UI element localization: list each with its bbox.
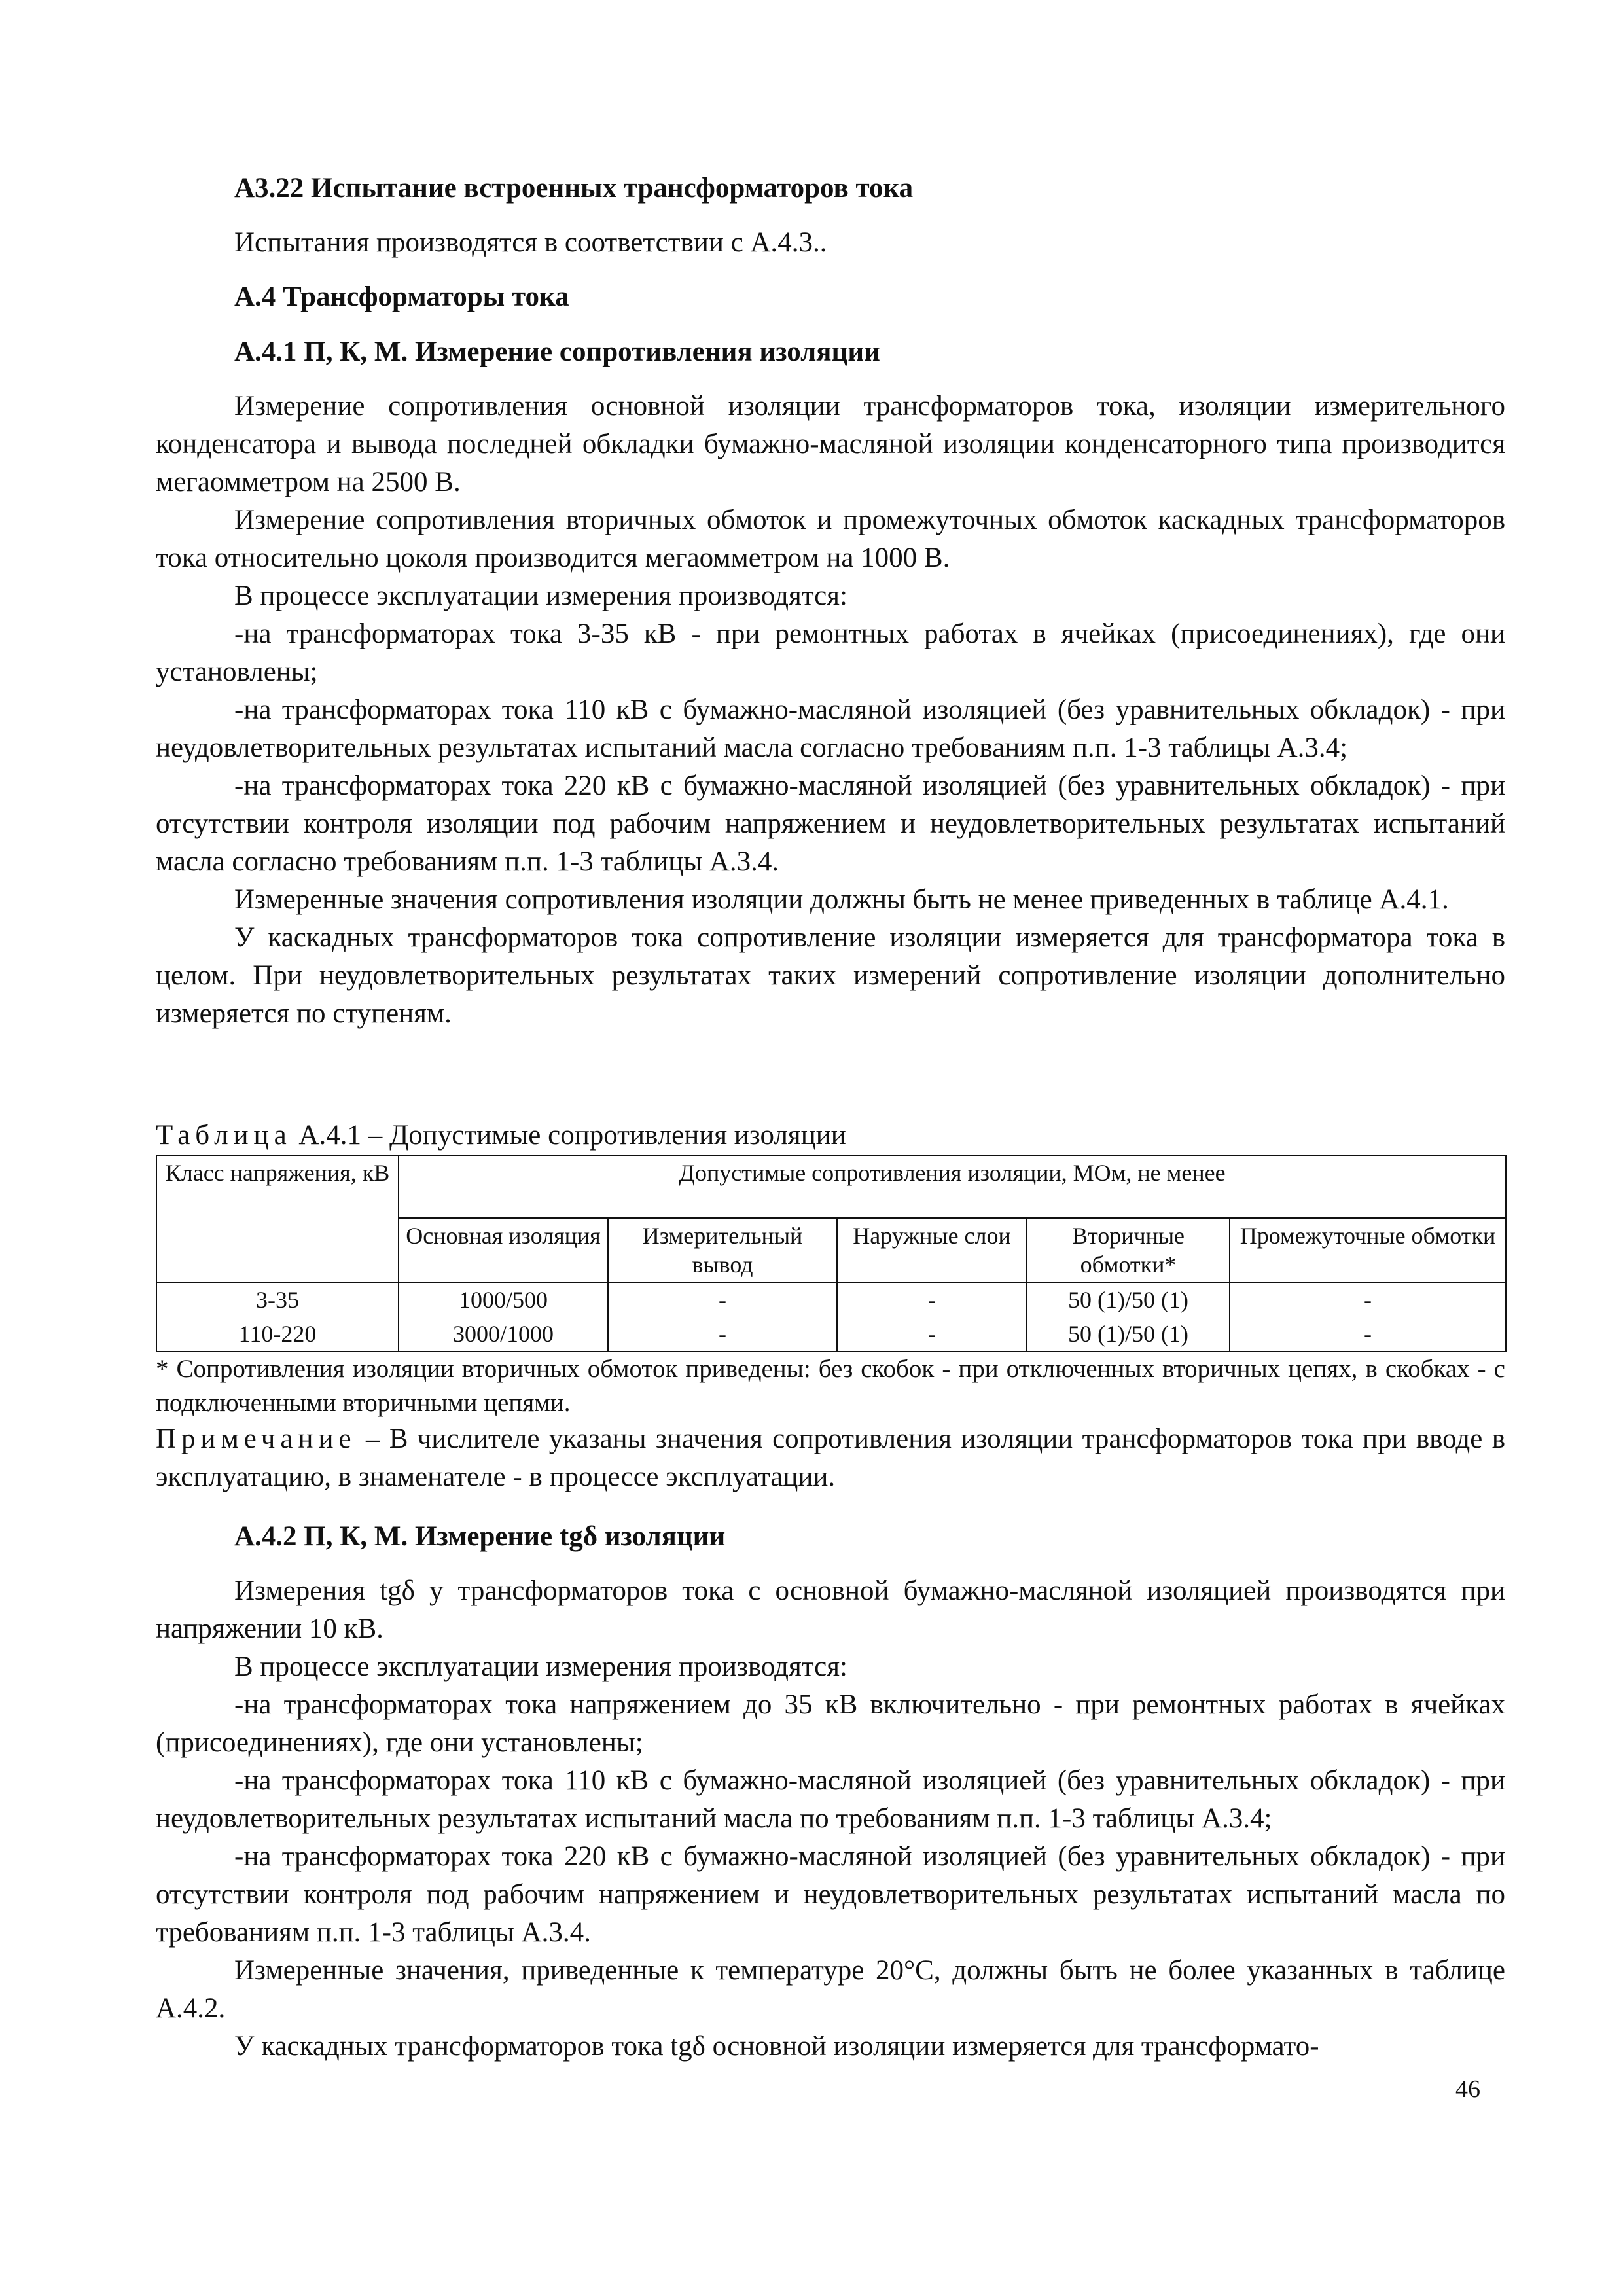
table-row (156, 1282, 1506, 1317)
heading-a41: А.4.1 П, К, М. Измерение сопротивления изоляции (234, 336, 880, 367)
page-number: 46 (1455, 2075, 1480, 2103)
table-note (156, 1420, 1505, 1496)
table-caption-text: А.4.1 – Допустимые сопротивления изоляции (298, 1120, 846, 1151)
table-row (156, 1317, 1506, 1352)
table-cell: 50 (1)/50 (1) (1027, 1317, 1230, 1352)
paragraph: Измеренные значения сопротивления изоляции должны быть не менее приведенных в таблице А.4.1. (234, 884, 1449, 915)
table-cell: - (837, 1282, 1027, 1317)
paragraph: -на трансформаторах тока напряжением до 35 кВ включительно - при ремонтных работах в ячейках (присоединениях), где они установлены; (156, 1689, 1505, 1758)
section-a41 (156, 332, 1505, 372)
col-header: Основная изоляция (399, 1218, 608, 1282)
paragraph: -на трансформаторах тока 220 кВ с бумажно-масляной изоляцией (без уравнительных обкладок) - при отсутствии контроля изоляции под рабочим напряжением и неудовлетворительных результатах испытаний масла согласно требованиям п.п. 1-3 таблицы А.3.4. (156, 770, 1505, 877)
paragraph: В процессе эксплуатации измерения производятся: (234, 1651, 847, 1682)
paragraph: У каскадных трансформаторов тока tgδ основной изоляции измеряется для трансформато- (234, 2031, 1319, 2062)
table-cell: 3000/1000 (399, 1317, 608, 1352)
col-header: Наружные слои (837, 1218, 1027, 1282)
heading-a4: А.4 Трансформаторы тока (234, 281, 569, 312)
table-caption-word: Таблица (156, 1120, 292, 1151)
section-a322-body (156, 224, 1505, 262)
paragraph: -на трансформаторах тока 220 кВ с бумажно-масляной изоляцией (без уравнительных обкладок) - при отсутствии контроля под рабочим напряжением и неудовлетворительных результатах испытаний масла по требованиям п.п. 1-3 таблицы А.3.4. (156, 1841, 1505, 1948)
table-a41-block (156, 1117, 1505, 1496)
paragraph: Измерение сопротивления вторичных обмоток и промежуточных обмоток каскадных трансформаторов тока относительно цоколя производится мегаомметром на 1000 В. (156, 505, 1505, 573)
note-word: Примечание (156, 1424, 357, 1454)
section-a4 (156, 278, 1505, 317)
table-footnote: * Сопротивления изоляции вторичных обмоток приведены: без скобок - при отключенных вторичных цепях, в скобках - с подключенными вторичными цепями. (156, 1355, 1505, 1417)
table-cell: 50 (1)/50 (1) (1027, 1282, 1230, 1317)
insulation-resistance-table (156, 1155, 1507, 1352)
heading-a322: А3.22 Испытание встроенных трансформаторов тока (234, 173, 914, 204)
section-a322 (156, 169, 1505, 208)
table-header-row (156, 1155, 1506, 1218)
paragraph: -на трансформаторах тока 3-35 кВ - при ремонтных работах в ячейках (присоединениях), где они установлены; (156, 619, 1505, 687)
paragraph: Измерение сопротивления основной изоляции трансформаторов тока, изоляции измерительного конденсатора и вывода последней обкладки бумажно-масляной изоляции конденсаторного типа производится мегаомметром на 2500 В. (156, 391, 1505, 497)
table-cell: - (837, 1317, 1027, 1352)
paragraph: -на трансформаторах тока 110 кВ с бумажно-масляной изоляцией (без уравнительных обкладок) - при неудовлетворительных результатах испытаний масла по требованиям п.п. 1-3 таблицы А.3.4; (156, 1765, 1505, 1834)
table-cell: - (1230, 1282, 1506, 1317)
table-cell: 3-35 (156, 1282, 399, 1317)
col-header: Вторичные обмотки* (1027, 1218, 1230, 1282)
paragraph-a322: Испытания производятся в соответствии с А.4.3.. (234, 227, 827, 258)
table-cell: - (1230, 1317, 1506, 1352)
a42-body (156, 1572, 1505, 2066)
table-caption (156, 1117, 1505, 1155)
note-text: – В числителе указаны значения сопротивления изоляции трансформаторов тока при вводе в эксплуатацию, в знаменателе - в процессе эксплуатации. (156, 1424, 1506, 1492)
table-cell: 1000/500 (399, 1282, 608, 1317)
paragraph: Измеренные значения, приведенные к температуре 20°С, должны быть не более указанных в таблице А.4.2. (156, 1955, 1505, 2024)
paragraph: У каскадных трансформаторов тока сопротивление изоляции измеряется для трансформатора тока в целом. При неудовлетворительных результатах таких измерений сопротивление изоляции дополнительно измеряется по ступеням. (156, 922, 1505, 1029)
col-header-group: Допустимые сопротивления изоляции, МОм, не менее (399, 1155, 1506, 1218)
paragraph: -на трансформаторах тока 110 кВ с бумажно-масляной изоляцией (без уравнительных обкладок) - при неудовлетворительных результатах испытаний масла согласно требованиям п.п. 1-3 таблицы А.3.4; (156, 694, 1505, 763)
heading-a42: А.4.2 П, К, М. Измерение tgδ изоляции (234, 1521, 726, 1552)
section-a42 (156, 1517, 1505, 1556)
col-header: Измерительный вывод (608, 1218, 837, 1282)
table-cell: - (608, 1317, 837, 1352)
paragraph: Измерения tgδ у трансформаторов тока с основной бумажно-масляной изоляцией производятся при напряжении 10 кВ. (156, 1575, 1505, 1644)
table-cell: 110-220 (156, 1317, 399, 1352)
col-header-voltage-class: Класс напряжения, кВ (156, 1155, 399, 1282)
a41-body (156, 387, 1505, 1033)
col-header: Промежуточные обмотки (1230, 1218, 1506, 1282)
table-cell: - (608, 1282, 837, 1317)
paragraph: В процессе эксплуатации измерения производятся: (234, 581, 847, 611)
